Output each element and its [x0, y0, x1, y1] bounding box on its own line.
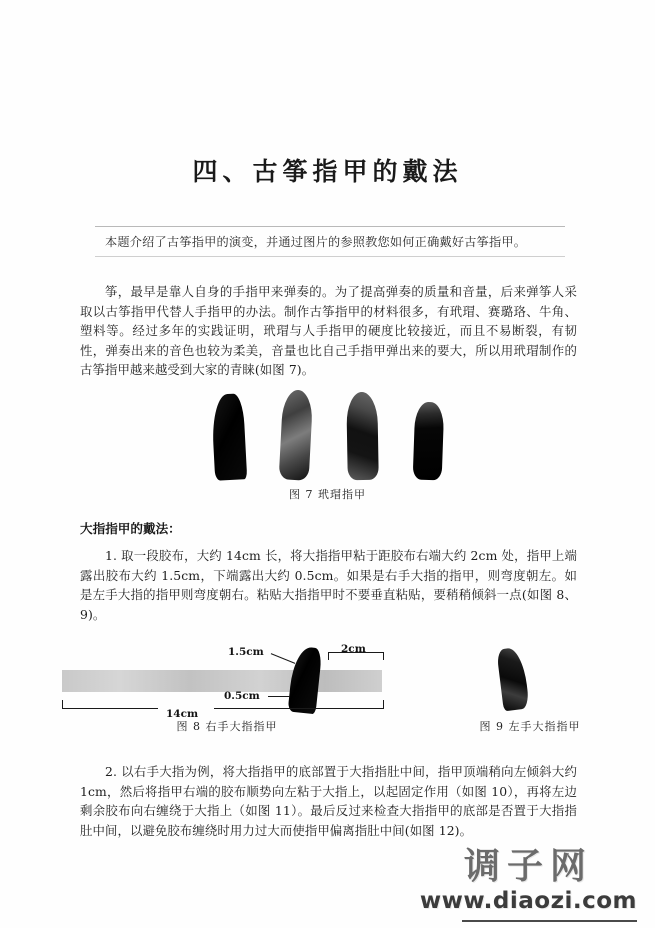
- paragraph-intro: 筝，最早是靠人自身的手指甲来弹奏的。为了提高弹奏的质量和音量，后来弹筝人采取以古筝指甲代替人手指甲的办法。制作古筝指甲的材料很多，有玳瑁、赛璐珞、牛角、塑料等。经过多年的实践证明，玳瑁与人手指甲的硬度比较接近，而且不易断裂，有韧性，弹奏出来的音色也较为柔美，音量也比自己手指甲弹出来的要大，所以用玳瑁制作的古筝指甲越来越受到大家的青睐(如图 7)。: [80, 284, 577, 378]
- paragraph-step-two: 2. 以右手大指为例，将大指指甲的底部置于大指指肚中间，指甲顶端稍向左倾斜大约 1cm，然后将指甲右端的胶布顺势向左粘于大指上，以起固定作用（如图 10），再将左边剩余胶布向右缠绕于大指上（如图 11）。最后反过来检查大指指甲的底部是否置于大指指肚中间，以避免胶布缠绕时用力过大而使指甲偏离指肚中间(如图 12)。: [80, 764, 577, 838]
- figure-7-images: [0, 388, 655, 480]
- label-0-5cm: 0.5cm: [224, 690, 260, 702]
- label-1-5cm: 1.5cm: [228, 646, 264, 658]
- abstract-text: 本题介绍了古筝指甲的演变，并通过图片的参照教您如何正确戴好古筝指甲。: [105, 235, 527, 249]
- figure-9: [455, 648, 605, 718]
- figure-8-caption: 图 8 右手大指指甲: [176, 720, 278, 733]
- watermark-url: www.diaozi.com: [419, 888, 637, 914]
- watermark-site-name: 调子网: [463, 846, 593, 887]
- adhesive-tape-strip: [62, 670, 382, 692]
- figure-7: [0, 388, 655, 502]
- abstract-rule-bottom: [95, 256, 565, 257]
- figure-8: [62, 636, 392, 722]
- watermark-rule: [462, 920, 637, 922]
- watermark: [420, 846, 637, 914]
- paragraph-step-one: 1. 取一段胶布，大约 14cm 长，将大指指甲粘于距胶布右端大约 2cm 处，指甲上端露出胶布大约 1.5cm，下端露出大约 0.5cm。如果是右手大指的指甲，则弯度朝左。如是左手大指的指甲则弯度朝右。粘贴大指指甲时不要垂直粘贴，要稍稍倾斜一点(如图 8、9)。: [80, 548, 577, 622]
- label-2cm: 2cm: [341, 643, 366, 655]
- page-title: 四、古筝指甲的戴法: [192, 157, 463, 186]
- figure-9-nail: [496, 647, 529, 712]
- abstract-block: [95, 226, 565, 257]
- nail-image-4: [412, 402, 444, 481]
- figure-9-caption: 图 9 左手大指指甲: [479, 720, 581, 733]
- nail-image-3: [346, 392, 379, 481]
- nail-image-1: [210, 393, 246, 481]
- leader-line-0-5cm: [268, 696, 290, 697]
- figure-7-caption: 图 7 玳瑁指甲: [289, 488, 366, 501]
- section-heading-thumb-nail: 大指指甲的戴法：: [80, 521, 181, 536]
- label-14cm: 14cm: [166, 708, 199, 720]
- dimension-bracket-14cm: [62, 700, 384, 709]
- leader-line-1-5cm: [271, 653, 295, 664]
- nail-image-2: [278, 389, 313, 480]
